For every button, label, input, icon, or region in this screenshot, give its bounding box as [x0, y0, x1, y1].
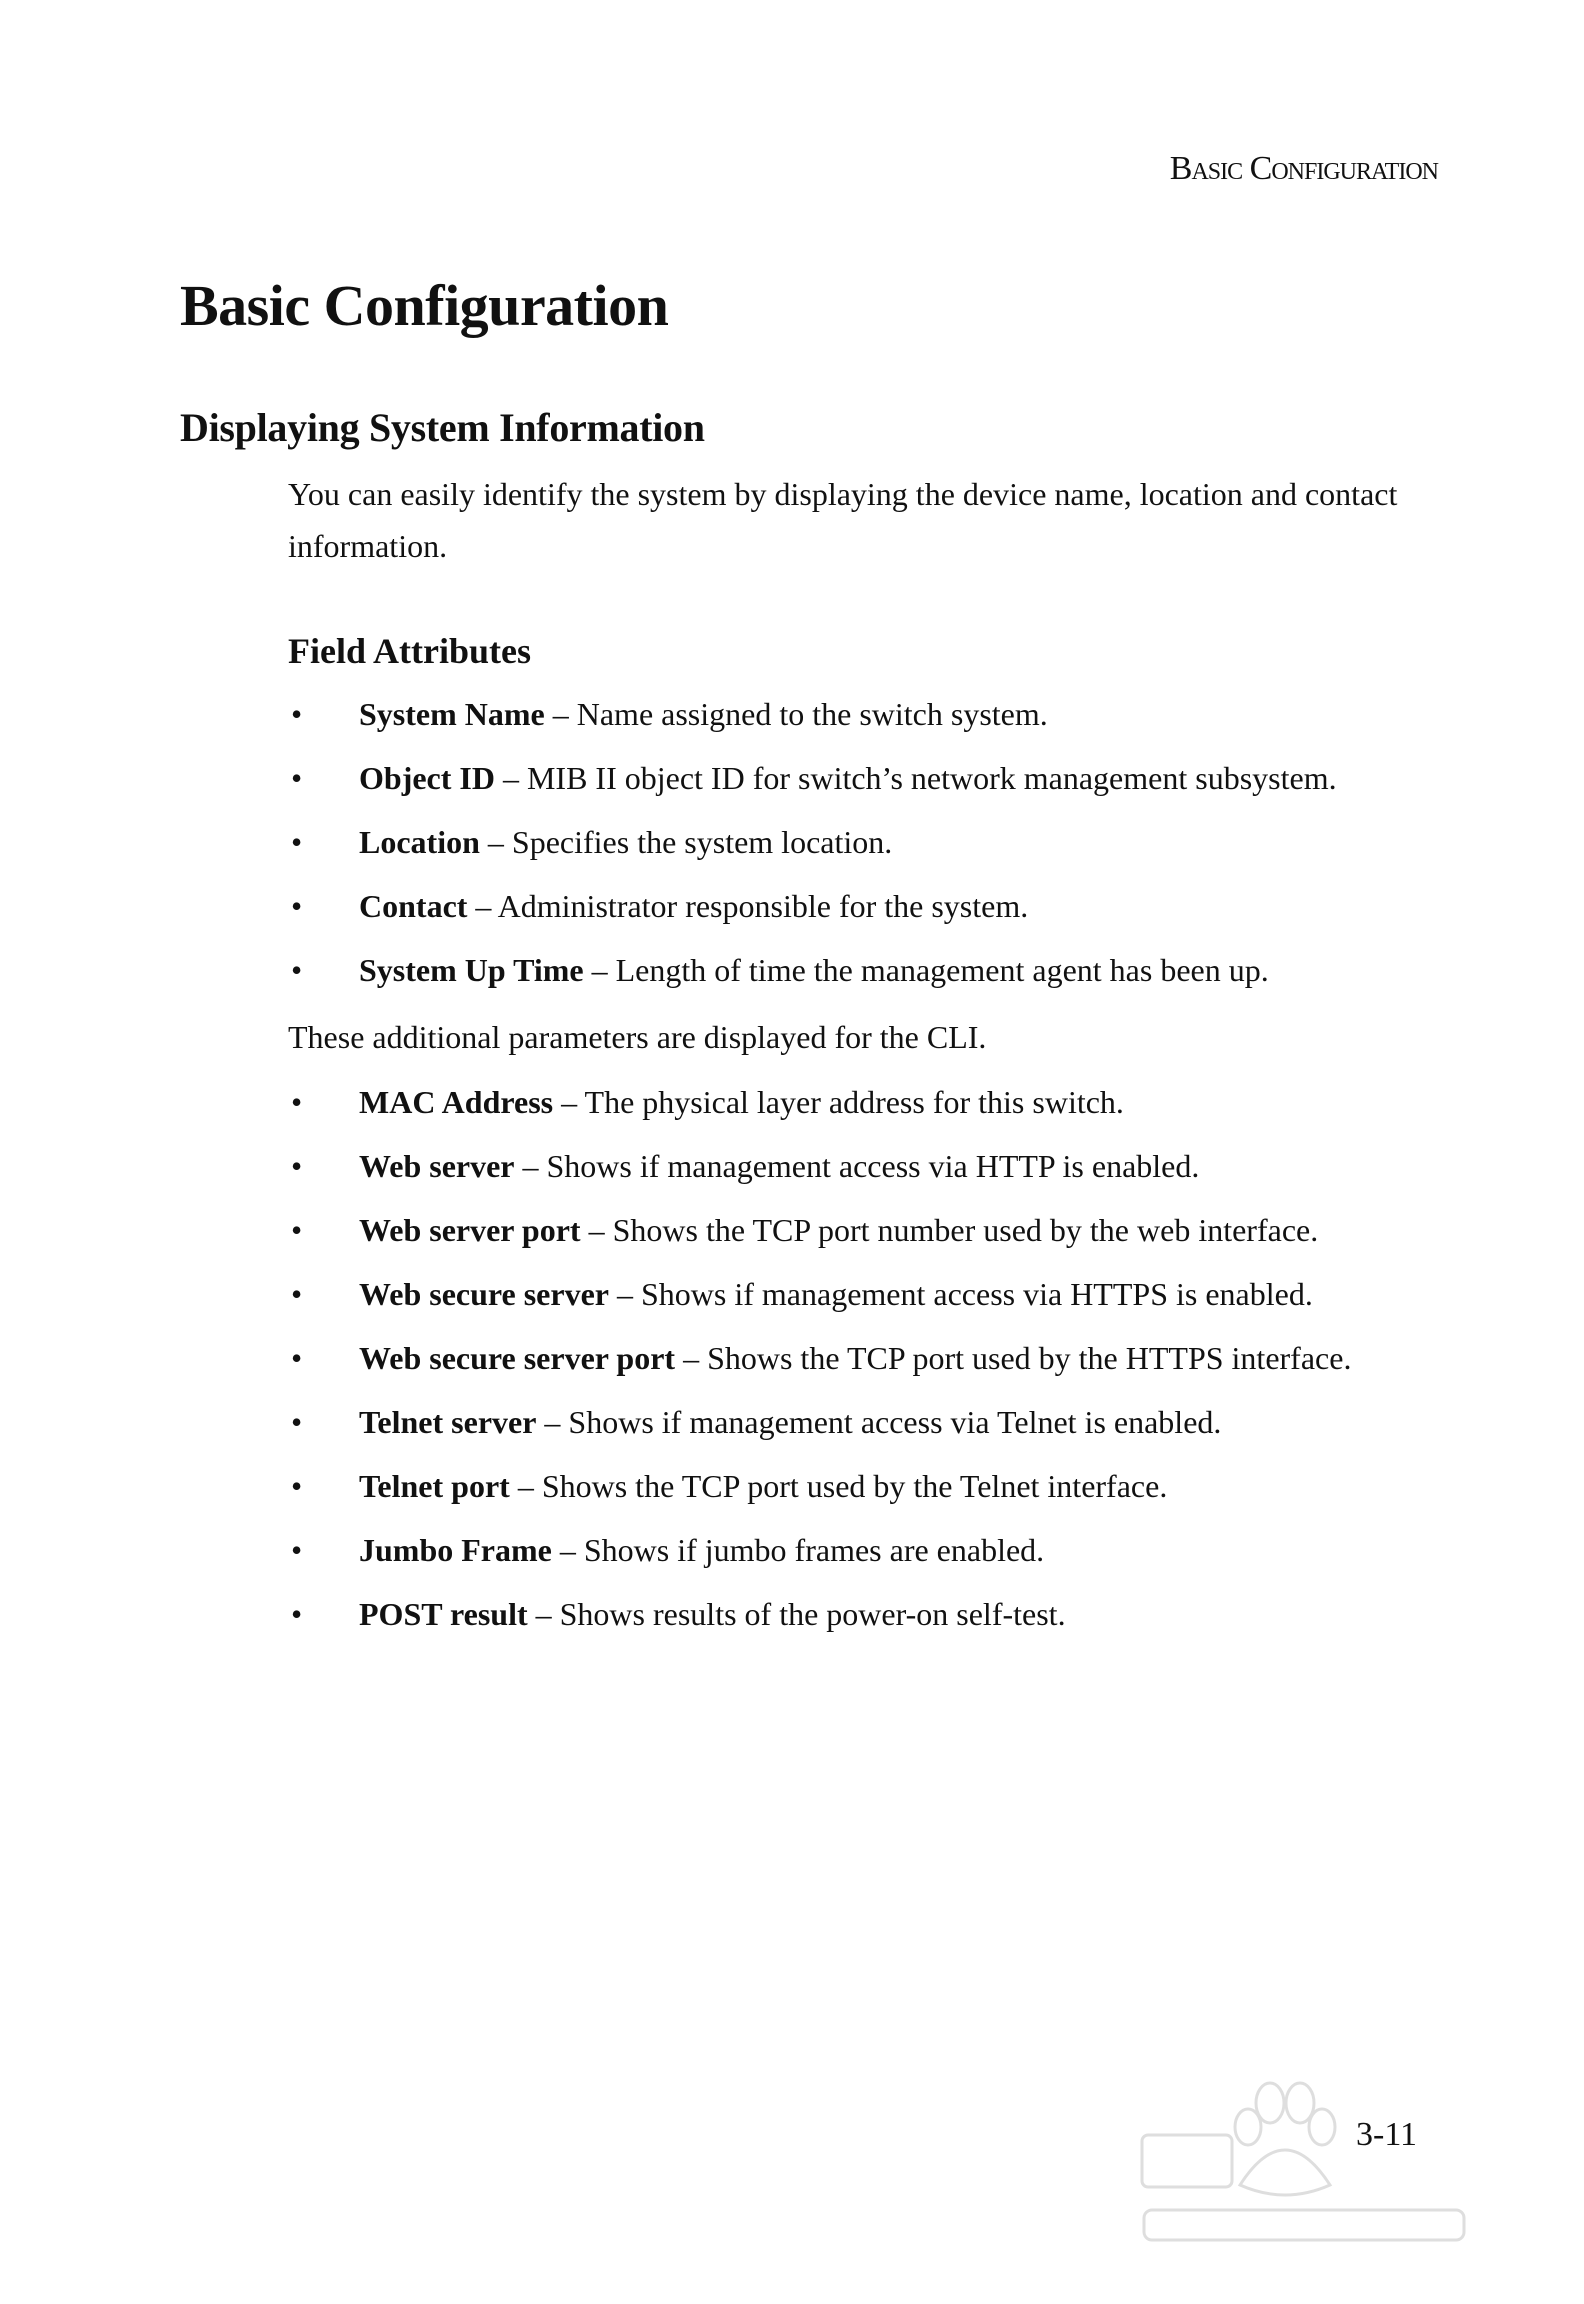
item-description: – Shows if management access via Telnet is enabled.: [536, 1404, 1222, 1440]
list-item: [288, 1588, 1428, 1640]
item-term: Telnet server: [359, 1404, 537, 1440]
item-description: – Shows the TCP port number used by the web interface.: [580, 1212, 1319, 1248]
list-item: [288, 752, 1428, 804]
field-attributes-heading: Field Attributes: [288, 631, 531, 671]
item-term: Web secure server port: [359, 1340, 676, 1376]
bullet-icon: •: [291, 760, 303, 796]
item-description: – Length of time the management agent has been up.: [583, 952, 1269, 988]
list-item: [288, 1140, 1428, 1192]
page-number: 3-11: [1356, 2116, 1418, 2153]
item-description: – The physical layer address for this switch.: [553, 1084, 1124, 1120]
section-body: [288, 468, 1428, 1652]
item-term: Jumbo Frame: [359, 1532, 552, 1568]
item-term: System Name: [359, 696, 545, 732]
item-term: Location: [359, 824, 480, 860]
item-text: [359, 1396, 1428, 1448]
list-item: [288, 1204, 1428, 1256]
list-item: [288, 1076, 1428, 1128]
list-item: [288, 880, 1428, 932]
item-term: POST result: [359, 1596, 528, 1632]
item-description: – Shows results of the power-on self-test.: [527, 1596, 1066, 1632]
bullet-icon: •: [291, 1340, 303, 1376]
page-title: Basic Configuration: [180, 273, 669, 338]
bullet-icon: •: [291, 1148, 303, 1184]
cli-field-list: [288, 1076, 1428, 1640]
list-item: [288, 1332, 1428, 1384]
item-term: Telnet port: [359, 1468, 510, 1504]
baidu-watermark: [1120, 2065, 1480, 2260]
running-header: Basic Configuration: [1169, 150, 1438, 187]
bullet-icon: •: [291, 1596, 303, 1632]
bullet-icon: •: [291, 824, 303, 860]
item-description: – Shows if jumbo frames are enabled.: [551, 1532, 1045, 1568]
cli-intro-paragraph: These additional parameters are displayed for the CLI.: [288, 1019, 987, 1055]
intro-paragraph: You can easily identify the system by displaying the device name, location and contact information.: [288, 476, 1398, 564]
item-text: [359, 816, 1428, 868]
list-item: [288, 944, 1428, 996]
bullet-icon: •: [291, 1276, 303, 1312]
bullet-icon: •: [291, 1212, 303, 1248]
bullet-icon: •: [291, 952, 303, 988]
item-text: [359, 1588, 1428, 1640]
list-item: [288, 1268, 1428, 1320]
item-description: – Shows the TCP port used by the Telnet interface.: [509, 1468, 1168, 1504]
item-term: Web server: [359, 1148, 515, 1184]
list-item: [288, 1524, 1428, 1576]
item-text: [359, 688, 1428, 740]
item-text: [359, 1076, 1428, 1128]
item-description: – Shows if management access via HTTP is enabled.: [514, 1148, 1200, 1184]
item-text: [359, 880, 1428, 932]
section-heading: Displaying System Information: [180, 405, 705, 450]
item-text: [359, 1460, 1428, 1512]
item-text: [359, 1524, 1428, 1576]
field-list: [288, 688, 1428, 996]
item-term: MAC Address: [359, 1084, 554, 1120]
bullet-icon: •: [291, 1084, 303, 1120]
item-text: [359, 1140, 1428, 1192]
bullet-icon: •: [291, 696, 303, 732]
item-description: – Shows if management access via HTTPS is enabled.: [608, 1276, 1313, 1312]
item-description: – Name assigned to the switch system.: [544, 696, 1048, 732]
item-description: – MIB II object ID for switch’s network management subsystem.: [494, 760, 1337, 796]
item-text: [359, 944, 1428, 996]
item-term: Web secure server: [359, 1276, 609, 1312]
bullet-icon: •: [291, 1468, 303, 1504]
item-description: – Shows the TCP port used by the HTTPS interface.: [675, 1340, 1352, 1376]
bullet-icon: •: [291, 888, 303, 924]
item-text: [359, 752, 1428, 804]
list-item: [288, 688, 1428, 740]
item-term: System Up Time: [359, 952, 584, 988]
item-text: [359, 1204, 1428, 1256]
baidu-logo-icon: [1120, 2065, 1480, 2255]
item-description: – Specifies the system location.: [479, 824, 893, 860]
item-term: Object ID: [359, 760, 495, 796]
list-item: [288, 816, 1428, 868]
bullet-icon: •: [291, 1404, 303, 1440]
list-item: [288, 1460, 1428, 1512]
item-term: Contact: [359, 888, 468, 924]
bullet-icon: •: [291, 1532, 303, 1568]
item-text: [359, 1332, 1428, 1384]
list-item: [288, 1396, 1428, 1448]
item-text: [359, 1268, 1428, 1320]
item-term: Web server port: [359, 1212, 581, 1248]
item-description: – Administrator responsible for the system.: [467, 888, 1029, 924]
